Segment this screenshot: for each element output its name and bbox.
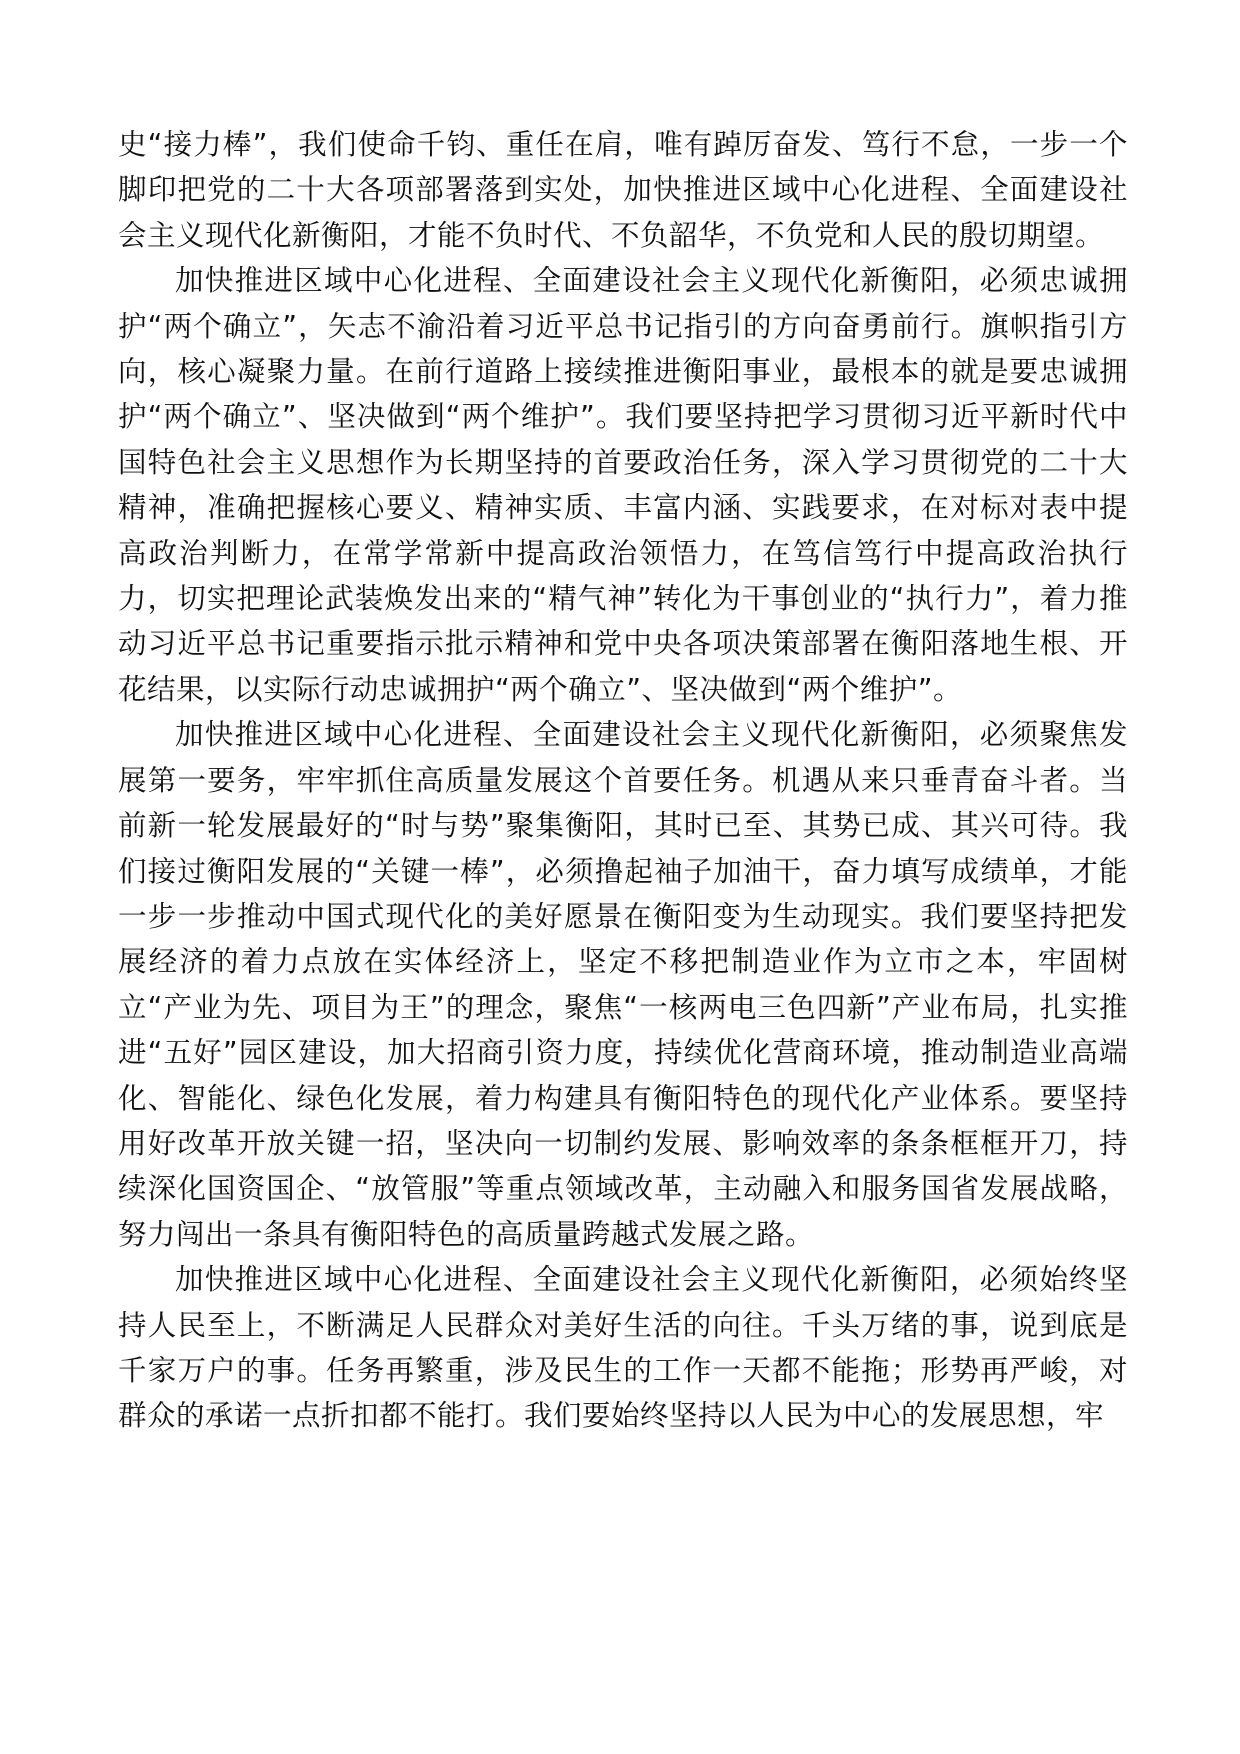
paragraph-continuation: 史“接力棒”，我们使命千钧、重任在肩，唯有踔厉奋发、笃行不怠，一步一个脚印把党的二十大各项部署落到实处，加快推进区域中心化进程、全面建设社会主义现代化新衡阳，才能不负时代、不负韶华，不负党和人民的殷切期望。: [118, 128, 1128, 252]
paragraph-people-first: 加快推进区域中心化进程、全面建设社会主义现代化新衡阳，必须始终坚持人民至上，不断满足人民群众对美好生活的向往。千头万绪的事，说到底是千家万户的事。任务再繁重，涉及民生的工作一天都不能拖；形势再严峻，对群众的承诺一点折扣都不能打。我们要始终坚持以人民为中心的发展思想，牢: [118, 1263, 1128, 1433]
paragraph-high-quality-development: 加快推进区域中心化进程、全面建设社会主义现代化新衡阳，必须聚焦发展第一要务，牢牢抓住高质量发展这个首要任务。机遇从来只垂青奋斗者。当前新一轮发展最好的“时与势”聚集衡阳，其时已至、其势已成、其兴可待。我们接过衡阳发展的“关键一棒”，必须撸起袖子加油干，奋力填写成绩单，才能一步一步推动中国式现代化的美好愿景在衡阳变为生动现实。我们要坚持把发展经济的着力点放在实体经济上，坚定不移把制造业作为立市之本，牢固树立“产业为先、项目为王”的理念，聚焦“一核两电三色四新”产业布局，扎实推进“五好”园区建设，加大招商引资力度，持续优化营商环境，推动制造业高端化、智能化、绿色化发展，着力构建具有衡阳特色的现代化产业体系。要坚持用好改革开放关键一招，坚决向一切制约发展、影响效率的条条框框开刀，持续深化国资国企、“放管服”等重点领域改革，主动融入和服务国省发展战略，努力闯出一条具有衡阳特色的高质量跨越式发展之路。: [118, 718, 1128, 1251]
paragraph-two-establishments: 加快推进区域中心化进程、全面建设社会主义现代化新衡阳，必须忠诚拥护“两个确立”，矢志不渝沿着习近平总书记指引的方向奋勇前行。旗帜指引方向，核心凝聚力量。在前行道路上接续推进衡阳事业，最根本的就是要忠诚拥护“两个确立”、坚决做到“两个维护”。我们要坚持把学习贯彻习近平新时代中国特色社会主义思想作为长期坚持的首要政治任务，深入学习贯彻党的二十大精神，准确把握核心要义、精神实质、丰富内涵、实践要求，在对标对表中提高政治判断力，在常学常新中提高政治领悟力，在笃信笃行中提高政治执行力，切实把理论武装焕发出来的“精气神”转化为干事创业的“执行力”，着力推动习近平总书记重要指示批示精神和党中央各项决策部署在衡阳落地生根、开花结果，以实际行动忠诚拥护“两个确立”、坚决做到“两个维护”。: [118, 264, 1128, 706]
document-body: [118, 122, 1128, 1439]
